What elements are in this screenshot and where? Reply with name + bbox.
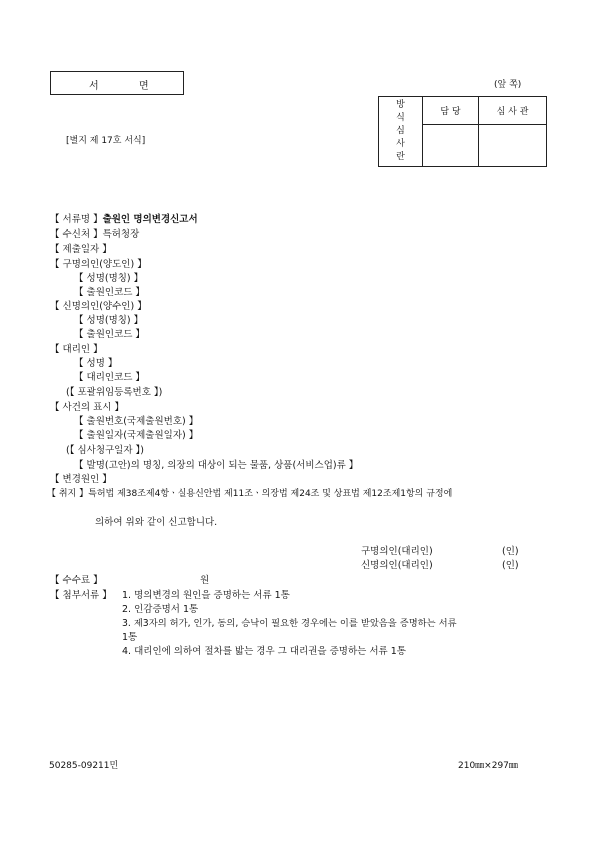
agent-field: 【 대리인 】 (50, 344, 103, 355)
new-code-field: 【 출원인코드 】 (74, 329, 145, 340)
change-cause-field: 【 변경원인 】 (50, 474, 112, 485)
agent-code-field: 【 대리인코드 】 (74, 372, 145, 383)
review-charge-cell (423, 125, 479, 167)
form-type-char-2: 면 (139, 81, 150, 92)
agent-name-field: 【 성명 】 (74, 358, 118, 369)
recipient-field (50, 226, 139, 240)
page-side-label: (앞 쪽) (494, 80, 522, 90)
agent-reg-field: (【 포괄위임등록번호 】) (66, 387, 163, 398)
review-col-examiner: 심 사 관 (479, 97, 547, 125)
attachments-label: 【 첨부서류 】 (50, 590, 112, 601)
purpose-field (47, 486, 452, 499)
attachment-item-3: 3. 제3자의 허가, 인가, 동의, 승낙이 필요한 경우에는 이를 받았음을 증명하는 서류 (122, 618, 457, 629)
review-col-charge: 담 당 (423, 97, 479, 125)
attachment-item-3-continued: 1통 (122, 632, 138, 643)
case-app-date-field: 【 출원일자(국제출원일자) 】 (74, 430, 199, 441)
new-name-field: 【 성명(명칭) 】 (74, 315, 144, 326)
form-type-box (50, 71, 184, 95)
old-code-field: 【 출원인코드 】 (74, 287, 145, 298)
purpose-text-2: 의하여 위와 같이 신고합니다. (95, 517, 218, 528)
case-title-field: 【 발명(고안)의 명칭, 의장의 대상이 되는 물품, 상품(서비스업)류 】 (74, 460, 359, 471)
old-name-field: 【 성명(명칭) 】 (74, 273, 144, 284)
form-type-char-1: 서 (89, 81, 100, 92)
footer-paper-size: 210㎜×297㎜ (458, 761, 518, 771)
submit-date-field: 【 제출일자 】 (50, 244, 112, 255)
signature-new-seal: (인) (502, 560, 519, 571)
purpose-text-1: 특허법 제38조제4항ㆍ실용신안법 제11조ㆍ의장법 제24조 및 상표법 제12조제1항의 규정에 (88, 489, 453, 499)
attachment-item-1: 1. 명의변경의 원인을 증명하는 서류 1통 (122, 590, 290, 601)
review-vertical-label: 방 식 심 사 란 (379, 97, 423, 167)
review-box (378, 96, 547, 167)
case-exam-date-field: (【 심사청구일자 】) (66, 445, 145, 456)
form-number: [별지 제 17호 서식] (66, 136, 146, 146)
attachment-item-2: 2. 인감증명서 1통 (122, 604, 199, 615)
case-app-no-field: 【 출원번호(국제출원번호) 】 (74, 416, 199, 427)
signature-old-seal: (인) (502, 546, 519, 557)
case-field: 【 사건의 표시 】 (50, 402, 124, 413)
old-holder-field: 【 구명의인(양도인) 】 (50, 259, 147, 270)
doc-name-field (50, 211, 198, 225)
doc-name-value: 출원인 명의변경신고서 (102, 214, 198, 225)
purpose-label: 【 취지 】 (47, 489, 89, 499)
attachment-item-4: 4. 대리인에 의하여 절차를 밟는 경우 그 대리권을 증명하는 서류 1통 (122, 646, 406, 657)
recipient-value: 특허청장 (102, 229, 140, 240)
review-examiner-cell (479, 125, 547, 167)
footer-code: 50285-09211민 (49, 761, 119, 771)
fee-label: 【 수수료 】 (50, 575, 103, 586)
signature-new-label: 신명의인(대리인) (361, 560, 433, 571)
new-holder-field: 【 신명의인(양수인) 】 (50, 301, 147, 312)
signature-old-label: 구명의인(대리인) (361, 546, 433, 557)
recipient-label: 【 수신처 】 (50, 229, 103, 240)
doc-name-label: 【 서류명 】 (50, 214, 103, 225)
fee-unit: 원 (200, 575, 210, 586)
